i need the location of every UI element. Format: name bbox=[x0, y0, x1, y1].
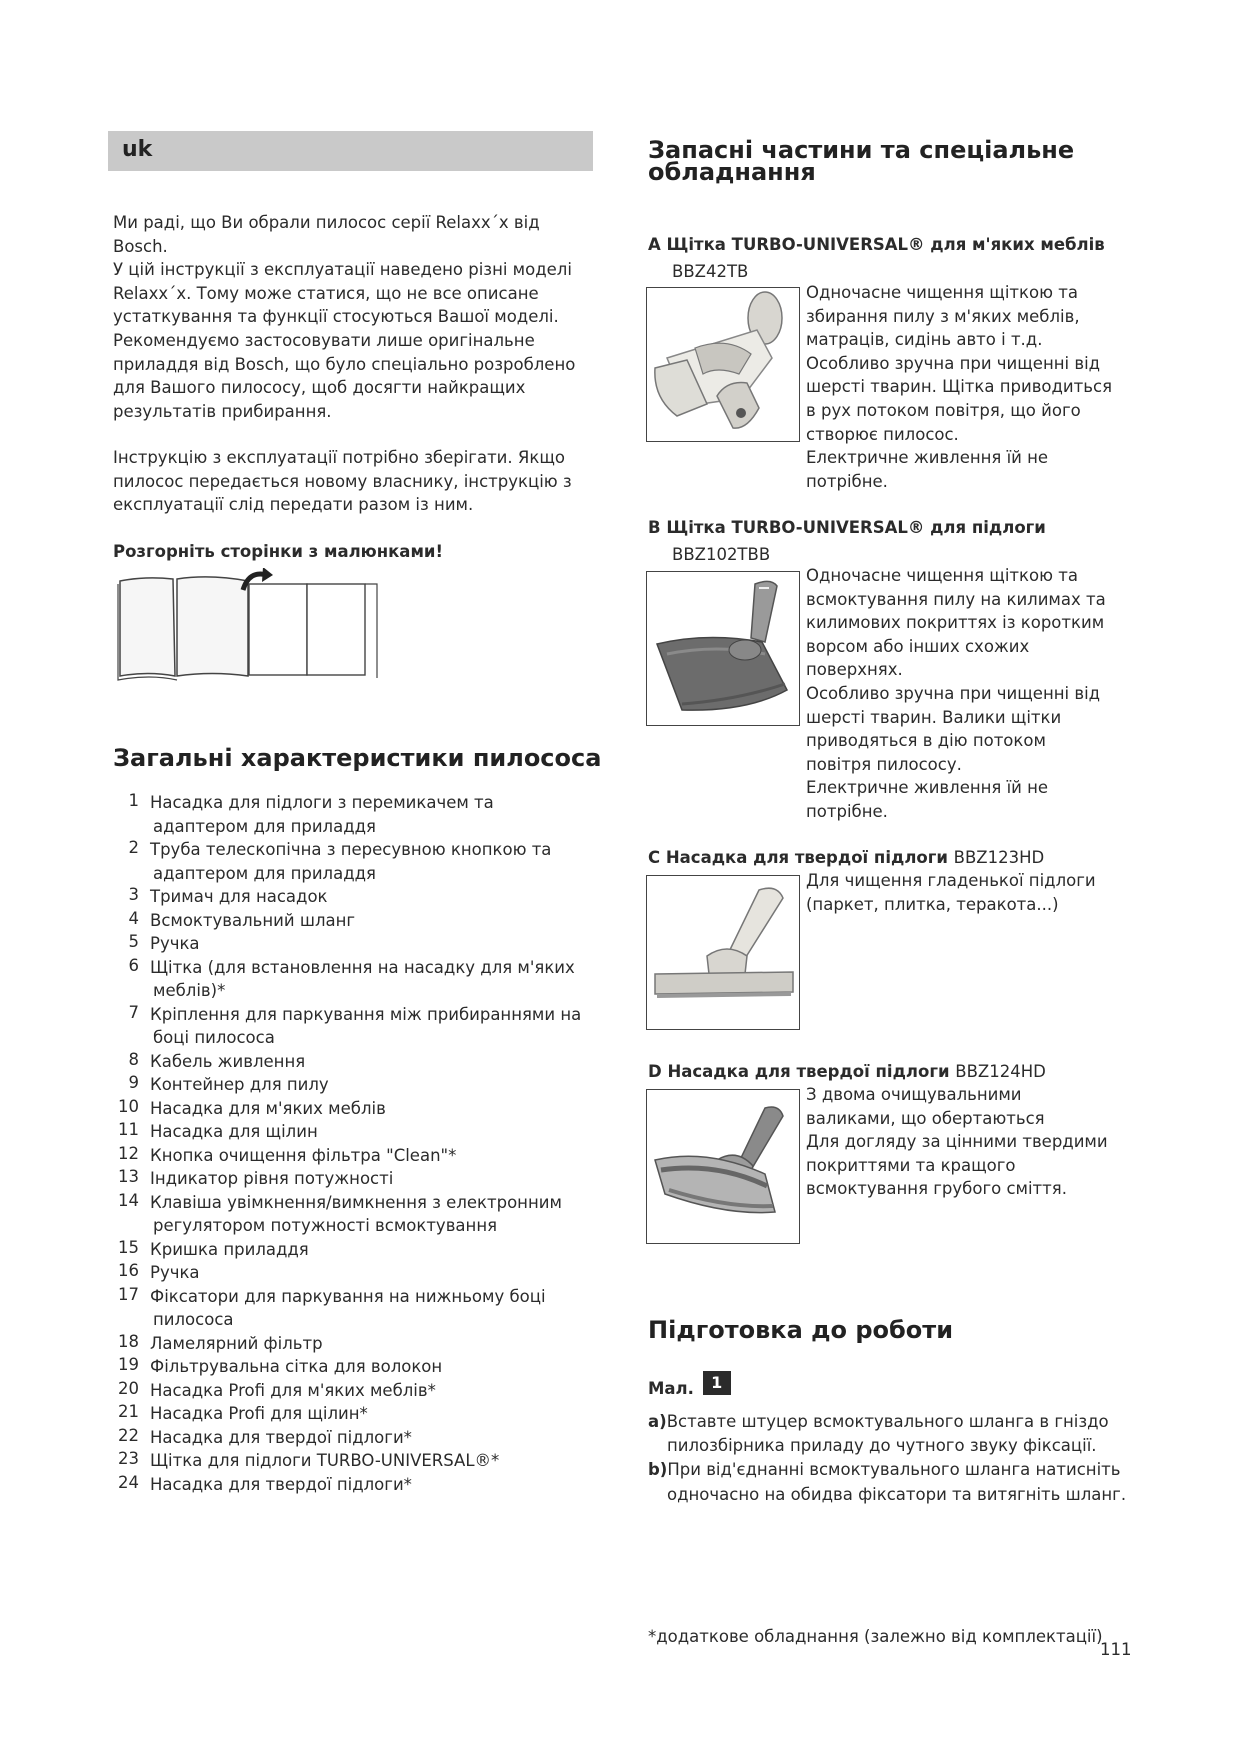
list-item: 19 Фільтрувальна сітка для волокон bbox=[118, 1355, 443, 1376]
turbo-brush-upholstery-image bbox=[646, 287, 800, 442]
intro-line: У цій інструкції з експлуатації наведено різні моделі bbox=[113, 260, 572, 280]
intro-line: для Вашого пилососу, щоб досягти найкращих bbox=[113, 378, 526, 398]
list-item: 17 Фіксатори для паркування на нижньому боці пилососа bbox=[118, 1284, 546, 1329]
step-a: a)Вставте штуцер всмоктувального шланга в гніздо bbox=[648, 1412, 1109, 1431]
list-item: 5 Ручка bbox=[128, 932, 200, 953]
language-header-bar bbox=[108, 131, 593, 171]
accessory-b-code: BBZ102TBB bbox=[672, 545, 771, 564]
list-item: 16 Ручка bbox=[118, 1261, 200, 1282]
list-item: 21 Насадка Profi для щілин* bbox=[118, 1402, 368, 1423]
step-b-continued: одночасно на обидва фіксатори та витягніть шланг. bbox=[667, 1485, 1127, 1504]
list-item: 10 Насадка для м'яких меблів bbox=[118, 1096, 386, 1118]
footnote: *додаткове обладнання (залежно від комплектації) bbox=[648, 1627, 1103, 1646]
intro-line: Bosch. bbox=[113, 236, 168, 256]
page-number: 111 bbox=[1100, 1640, 1132, 1659]
list-item: 3 Тримач для насадок bbox=[128, 885, 328, 906]
keep-line: пилосос передається новому власнику, інструкцію з bbox=[113, 471, 572, 491]
list-item: 13 Індикатор рівня потужності bbox=[118, 1167, 394, 1188]
accessory-d-description: З двома очищувальними валиками, що обертаються Для догляду за цінними твердими покриттями та кращого всмоктування грубого сміття. bbox=[806, 1085, 1108, 1199]
unfold-pages-label: Розгорніть сторінки з малюнками! bbox=[113, 542, 444, 561]
list-item: 2 Труба телескопічна з пересувною кнопкою та адаптером для приладдя bbox=[128, 838, 552, 883]
intro-line: результатів прибирання. bbox=[113, 401, 332, 421]
intro-line: приладдя від Bosch, що було спеціально розроблено bbox=[113, 354, 576, 374]
figure-number-badge: 1 bbox=[703, 1371, 731, 1395]
intro-line: Relaxx´x. Тому може статися, що не все описане bbox=[113, 283, 539, 303]
list-item: 18 Ламелярний фільтр bbox=[118, 1331, 323, 1353]
intro-paragraph bbox=[113, 211, 603, 423]
accessory-a-title: A Щітка TURBO-UNIVERSAL® для м'яких меблів bbox=[648, 235, 1105, 254]
accessory-a-code: BBZ42TB bbox=[672, 262, 749, 281]
list-item: 4 Всмоктувальний шланг bbox=[128, 908, 356, 930]
figure-label: Мал. bbox=[648, 1379, 694, 1398]
accessory-b-title: B Щітка TURBO-UNIVERSAL® для підлоги bbox=[648, 518, 1046, 537]
features-list bbox=[113, 791, 613, 1496]
hard-floor-nozzle-c-image bbox=[646, 875, 800, 1030]
features-title: Загальні характеристики пилососа bbox=[113, 744, 602, 772]
spares-title: Запасні частини та спеціальне обладнання bbox=[648, 136, 1075, 186]
list-item: 24 Насадка для твердої підлоги* bbox=[118, 1472, 412, 1494]
figure-reference bbox=[648, 1373, 731, 1398]
step-b: b)При від'єднанні всмоктувального шланга натисніть bbox=[648, 1460, 1121, 1479]
list-item: 23 Щітка для підлоги TURBO-UNIVERSAL®* bbox=[118, 1449, 500, 1470]
list-item: 9 Контейнер для пилу bbox=[128, 1073, 329, 1094]
list-item: 20 Насадка Profi для м'яких меблів* bbox=[118, 1378, 436, 1400]
accessory-c-description: Для чищення гладенької підлоги (паркет, плитка, теракота...) bbox=[806, 871, 1096, 914]
accessory-c-title: C Насадка для твердої підлоги BBZ123HD bbox=[648, 848, 1045, 867]
accessory-b-description: Одночасне чищення щіткою та всмоктування пилу на килимах та килимових покриттях із коротким ворсом або інших схожих поверхнях. Особливо зручна при чищенні від шерсті тварин. Валики щітки приводяться в дію потоком повітря пилососу. Електричне живлення їй не потрібне. bbox=[806, 566, 1106, 821]
preparation-title: Підготовка до роботи bbox=[648, 1316, 954, 1344]
intro-line: Ми раді, що Ви обрали пилосос серії Relaxx´x від bbox=[113, 213, 540, 232]
list-item: 6 Щітка (для встановлення на насадку для м'яких меблів)* bbox=[128, 955, 575, 1000]
list-item: 12 Кнопка очищення фільтра "Clean"* bbox=[118, 1143, 457, 1165]
unfold-pages-illustration bbox=[115, 568, 385, 683]
accessory-d-title: D Насадка для твердої підлоги BBZ124HD bbox=[648, 1062, 1046, 1081]
keep-instructions-paragraph bbox=[113, 446, 603, 517]
keep-line: експлуатації слід передати разом із ним. bbox=[113, 495, 474, 515]
list-item: 7 Кріплення для паркування між прибираннями на боці пилососа bbox=[128, 1002, 582, 1047]
step-a-continued: пилозбірника приладу до чутного звуку фіксації. bbox=[667, 1436, 1097, 1455]
list-item: 8 Кабель живлення bbox=[128, 1049, 306, 1071]
intro-line: Рекомендуємо застосовувати лише оригінальне bbox=[113, 330, 535, 350]
keep-line: Інструкцію з експлуатації потрібно зберігати. Якщо bbox=[113, 448, 565, 467]
language-code: uk bbox=[122, 137, 153, 162]
turbo-brush-floor-image bbox=[646, 571, 800, 726]
list-item: 1 Насадка для підлоги з перемикачем та адаптером для приладдя bbox=[128, 791, 494, 836]
accessory-a-description: Одночасне чищення щіткою та збирання пилу з м'яких меблів, матраців, сидінь авто і т.д. Особливо зручна при чищенні від шерсті тварин. Щітка приводиться в рух потоком повітря, що його створює пилосос. Електричне живлення їй не потрібне. bbox=[806, 283, 1112, 491]
list-item: 11 Насадка для щілин bbox=[118, 1120, 318, 1141]
hard-floor-nozzle-d-image bbox=[646, 1089, 800, 1244]
intro-line: устаткування та функції стосуються Вашої моделі. bbox=[113, 307, 559, 327]
list-item: 22 Насадка для твердої підлоги* bbox=[118, 1425, 412, 1447]
list-item: 14 Клавіша увімкнення/вимкнення з електронним регулятором потужності всмоктування bbox=[118, 1190, 562, 1235]
list-item: 15 Кришка приладдя bbox=[118, 1237, 309, 1259]
